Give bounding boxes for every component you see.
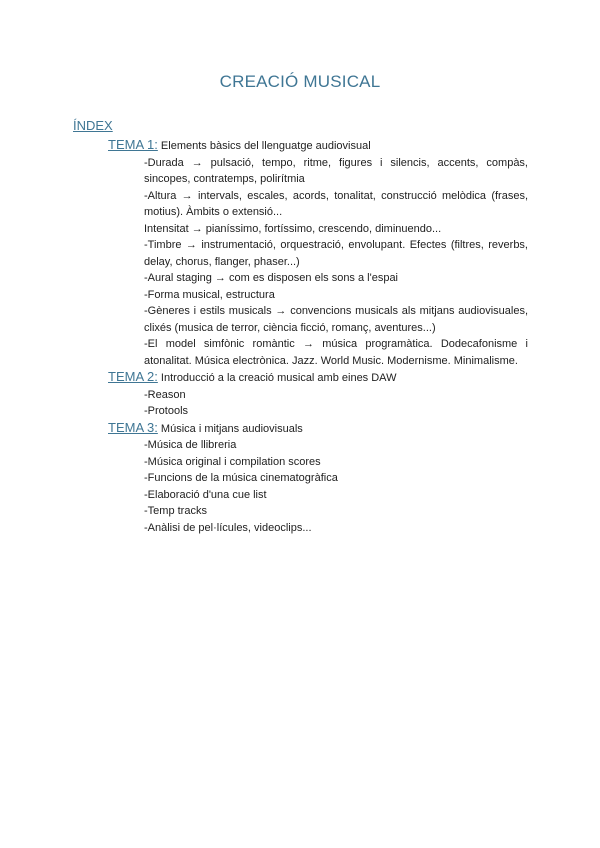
tema-item: -Música de llibreria bbox=[144, 439, 237, 451]
tema-heading bbox=[108, 369, 528, 387]
tema-name: Introducció a la creació musical amb eines DAW bbox=[160, 372, 397, 384]
tema-label: TEMA 1: bbox=[108, 137, 158, 152]
tema-item: -Protools bbox=[144, 405, 189, 417]
tema-item: Intensitat → pianíssimo, fortíssimo, crescendo, diminuendo... bbox=[144, 222, 442, 235]
tema-name: Música i mitjans audiovisuals bbox=[160, 422, 303, 435]
tema-heading bbox=[108, 420, 528, 438]
page-title: CREACIÓ MUSICAL bbox=[219, 72, 381, 91]
index-heading: ÍNDEX bbox=[73, 118, 113, 133]
tema-section bbox=[108, 420, 528, 537]
tema-item: -Gèneres i estils musicals → convencions musicals als mitjans audiovisuales, clixés (musica de terror, ciència ficció, romanç, aventures...) bbox=[144, 305, 528, 334]
tema-item: -El model simfònic romàntic → música programàtica. Dodecafonisme i atonalitat. Música electrònica. Jazz. World Music. Modernisme. Minimalisme. bbox=[144, 338, 528, 367]
tema-item: -Durada → pulsació, tempo, ritme, figures i silencis, accents, compàs, sincopes, contratemps, polirítmia bbox=[144, 156, 528, 185]
tema-item: -Altura → intervals, escales, acords, tonalitat, construcció melòdica (frases, motius). Àmbits o extensió... bbox=[144, 189, 528, 218]
tema-name: Elements bàsics del llenguatge audiovisual bbox=[160, 140, 371, 152]
tema-item-list bbox=[108, 155, 528, 370]
tema-item-list bbox=[108, 387, 528, 420]
tema-item: -Elaboració d'una cue list bbox=[144, 488, 267, 501]
tema-item-list bbox=[108, 437, 528, 536]
tema-item: -Anàlisi de pel·lícules, videoclips... bbox=[144, 521, 312, 534]
tema-heading bbox=[108, 137, 528, 155]
tema-item: -Aural staging → com es disposen els sons a l'espai bbox=[144, 272, 399, 284]
tema-section bbox=[108, 369, 528, 420]
tema-item: -Forma musical, estructura bbox=[144, 288, 275, 301]
tema-item: -Temp tracks bbox=[144, 505, 207, 517]
tema-label: TEMA 3: bbox=[108, 419, 158, 435]
tema-item: -Funcions de la música cinematogràfica bbox=[144, 472, 338, 484]
tema-item: -Timbre → instrumentació, orquestració, envolupant. Efectes (filtres, reverbs, delay, chorus, flanger, phaser...) bbox=[144, 239, 528, 268]
tema-label: TEMA 2: bbox=[108, 369, 158, 384]
tema-item: -Reason bbox=[144, 388, 186, 401]
tema-section bbox=[108, 137, 528, 369]
tema-item: -Música original i compilation scores bbox=[144, 455, 321, 468]
table-of-contents bbox=[108, 137, 528, 536]
